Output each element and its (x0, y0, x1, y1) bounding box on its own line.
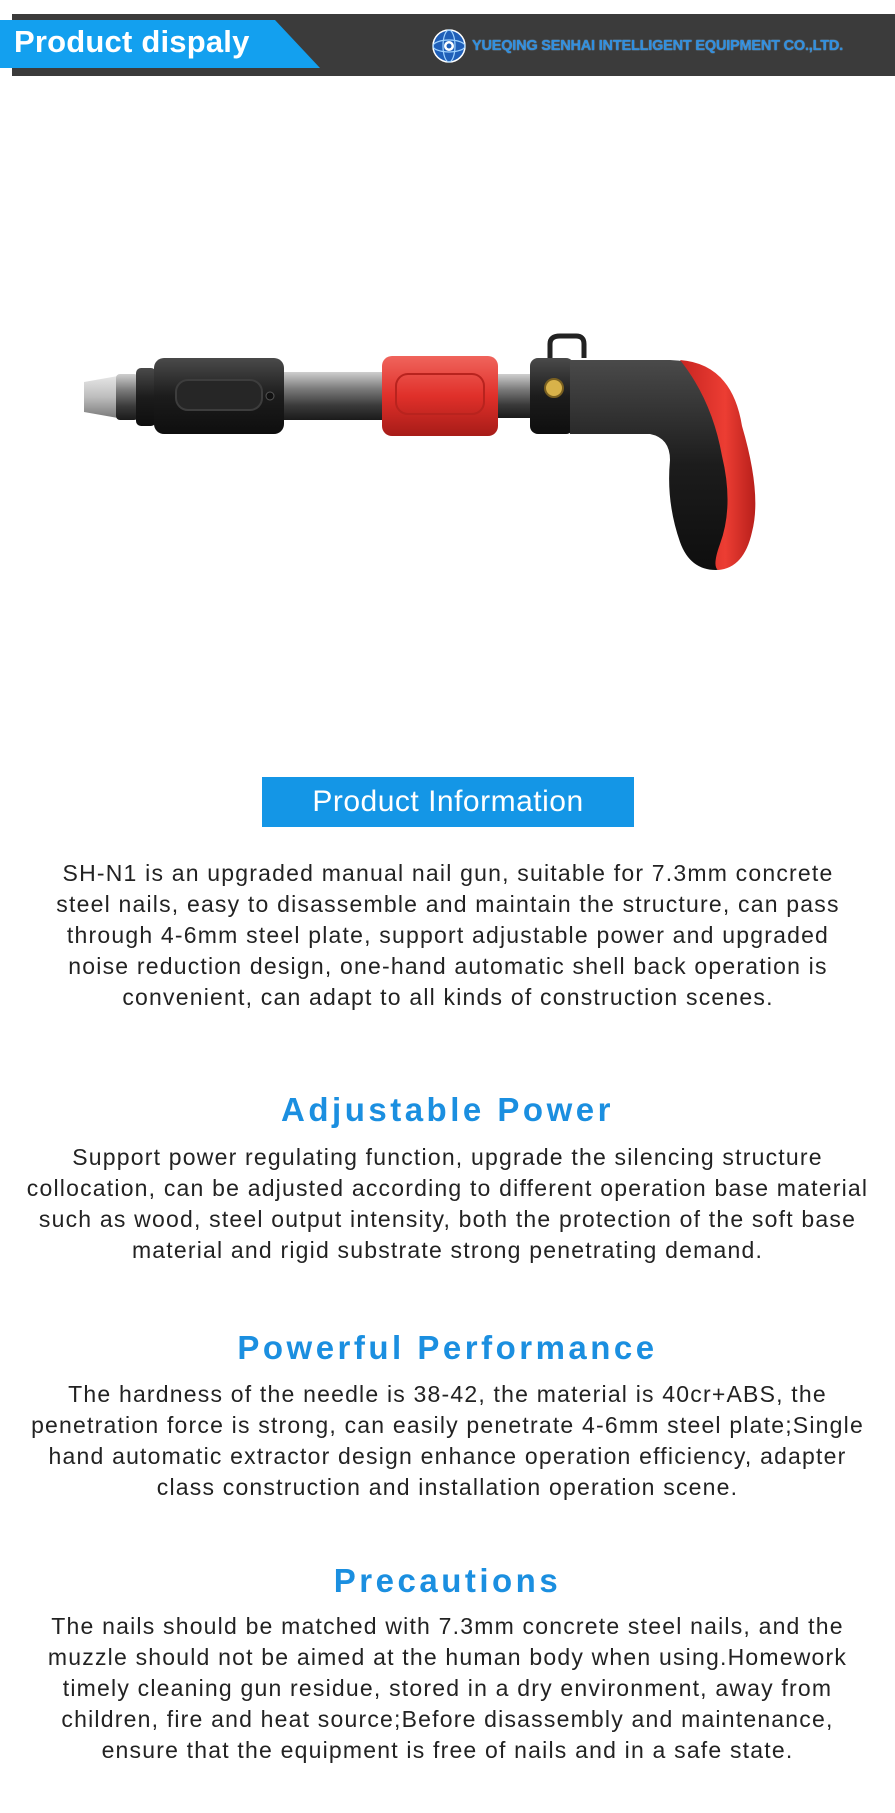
page-header (0, 0, 895, 80)
page-title: Product dispaly (14, 24, 250, 59)
company-name: YUEQING SENHAI INTELLIGENT EQUIPMENT CO.,LTD. (472, 38, 843, 54)
section-text-precautions: The nails should be matched with 7.3mm concrete steel nails, and the muzzle should not be aimed at the human body when using.Homework timely cleaning gun residue, stored in a dry environment, away from children, fire and heat source;Before disassembly and maintenance, ensure that the equipment is free of nails and in a safe state. (47, 1613, 848, 1763)
product-description: SH-N1 is an upgraded manual nail gun, suitable for 7.3mm concrete steel nails, easy to disassemble and maintain the structure, can pass through 4-6mm steel plate, support adjustable power and upgraded noise reduction design, one-hand automatic shell back operation is convenient, can adapt to all kinds of construction scenes. (56, 860, 840, 1010)
product-information-badge: Product Information (262, 777, 634, 827)
section-text-adjustable-power: Support power regulating function, upgrade the silencing structure collocation, can be adjusted according to different operation base material such as wood, steel output intensity, both the protection of the soft base material and rigid substrate strong penetrating demand. (26, 1144, 869, 1263)
section-heading-powerful-performance: Powerful Performance (237, 1329, 658, 1366)
section-heading-precautions: Precautions (333, 1562, 562, 1599)
company-logo-icon (432, 29, 466, 63)
manual-nail-gun-image (70, 330, 830, 630)
section-heading-adjustable-power: Adjustable Power (281, 1091, 614, 1128)
section-text-powerful-performance: The hardness of the needle is 38-42, the material is 40cr+ABS, the penetration force is strong, can easily penetrate 4-6mm steel plate;Single hand automatic extractor design enhance operation efficiency, adapter class construction and installation operation scene. (31, 1381, 864, 1500)
